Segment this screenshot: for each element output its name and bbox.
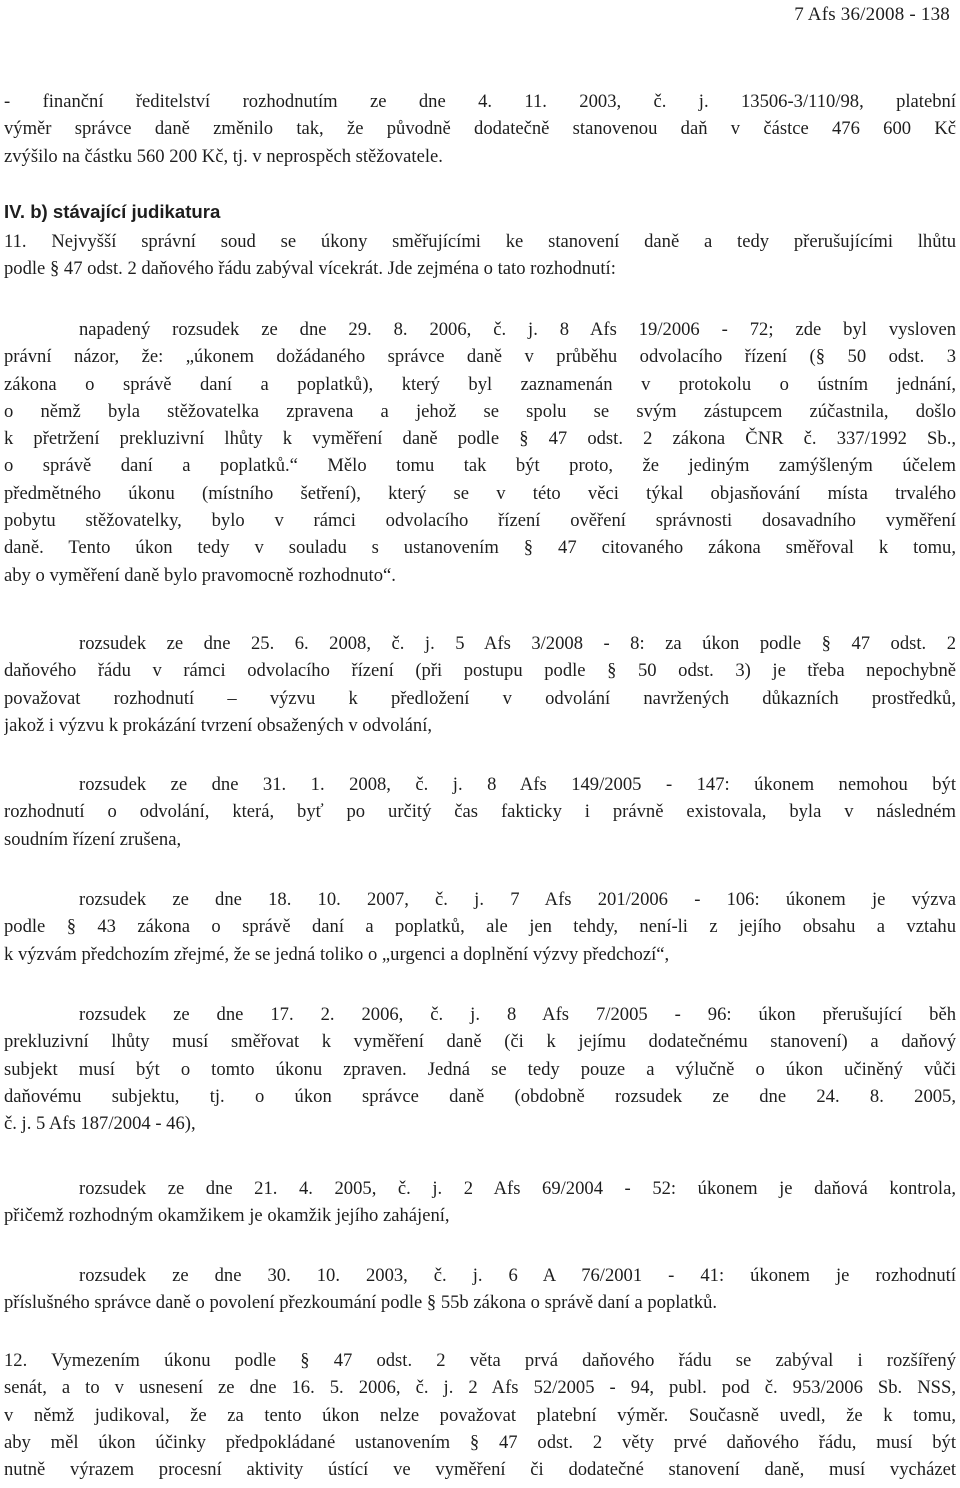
text-line: rozsudek ze dne 21. 4. 2005, č. j. 2 Afs 69/2004 - 52: úkonem je daňová kontrola, — [79, 1178, 956, 1199]
text-line: daně. Tento úkon tedy v souladu s ustanovením § 47 citovaného zákona směřoval k tomu, — [4, 537, 956, 559]
text-line: rozsudek ze dne 30. 10. 2003, č. j. 6 A 76/2001 - 41: úkonem je rozhodnutí — [79, 1265, 956, 1286]
decision-list-item — [4, 1001, 956, 1137]
paragraph-11 — [4, 228, 956, 283]
text-line: zvýšilo na částku 560 200 Kč, tj. v neprospěch stěžovatele. — [4, 145, 443, 167]
decision-list-item — [4, 1175, 956, 1230]
decision-list-item — [4, 630, 956, 739]
text-line: - finanční ředitelství rozhodnutím ze dne 4. 11. 2003, č. j. 13506-3/110/98, platební — [4, 91, 956, 112]
text-line: daňovému subjektu, tj. o úkon správce daně (obdobně rozsudek ze dne 24. 8. 2005, — [4, 1085, 956, 1107]
text-line: v němž judikoval, že za tento úkon nelze považovat platební výměr. Současně uvedl, že k tomu, — [4, 1404, 956, 1426]
text-line: právní názor, že: „úkonem dožádaného správce daně v průběhu odvolacího řízení (§ 50 odst. 3 — [4, 346, 956, 368]
text-line: napadený rozsudek ze dne 29. 8. 2006, č. j. 8 Afs 19/2006 - 72; zde byl vysloven — [79, 319, 956, 340]
text-line: podle § 43 zákona o správě daní a poplatků, ale jen tehdy, není-li z jejího obsahu a vztahu — [4, 916, 956, 938]
text-line: k výzvám předchozím zřejmé, že se jedná toliko o „urgenci a doplnění výzvy předchozí“, — [4, 943, 670, 965]
text-line: podle § 47 odst. 2 daňového řádu zabýval vícekrát. Jde zejména o tato rozhodnutí: — [4, 258, 616, 280]
text-line: rozsudek ze dne 31. 1. 2008, č. j. 8 Afs 149/2005 - 147: úkonem nemohou být — [79, 774, 956, 795]
text-line: předmětného úkonu (místního šetření), který se v této věci týkal objasňování místa trvalého — [4, 482, 956, 504]
text-line: příslušného správce daně o povolení přezkoumání podle § 55b zákona o správě daní a poplatků. — [4, 1292, 718, 1314]
text-line: aby měl úkon účinky předpokládané ustanovením § 47 odst. 2 věty prvé daňového řádu, musí být — [4, 1431, 956, 1453]
text-line: rozsudek ze dne 18. 10. 2007, č. j. 7 Afs 201/2006 - 106: úkonem je výzva — [79, 889, 956, 910]
text-line: senát, a to v usnesení ze dne 16. 5. 2006, č. j. 2 Afs 52/2005 - 94, publ. pod č. 953/2006 Sb. NSS, — [4, 1377, 956, 1399]
text-line: subjekt musí být o tomto úkonu zpraven. Jedná se tedy pouze a výlučně o úkon učiněný vůči — [4, 1058, 956, 1080]
paragraph-12 — [4, 1347, 956, 1483]
text-line: nutně výrazem procesní aktivity ústící ve vyměření či dodatečné stanovení daně, musí vycházet — [4, 1459, 956, 1481]
decision-list-item — [4, 1262, 956, 1317]
text-line: č. j. 5 Afs 187/2004 - 46), — [4, 1113, 196, 1135]
text-line: zákona o správě daní a poplatků), který byl zaznamenán v protokolu o ústním jednání, — [4, 373, 956, 395]
text-line: přičemž rozhodným okamžikem je okamžik jejího zahájení, — [4, 1205, 450, 1227]
text-line: o němž byla stěžovatelka zpravena a jehož se spolu se svým zástupcem zúčastnila, došlo — [4, 400, 956, 422]
decision-list-item — [4, 316, 956, 589]
text-line: k přetržení prekluzivní lhůty k vyměření daně podle § 47 odst. 2 zákona ČNR č. 337/1992 Sb., — [4, 428, 956, 450]
text-line: aby o vyměření daně bylo pravomocně rozhodnuto“. — [4, 564, 396, 586]
section-heading: IV. b) stávající judikatura — [4, 201, 221, 222]
text-line: 11. Nejvyšší správní soud se úkony směřujícími ke stanovení daně a tedy přerušujícími lhůtu — [4, 231, 956, 252]
text-line: rozsudek ze dne 17. 2. 2006, č. j. 8 Afs 7/2005 - 96: úkon přerušující běh — [79, 1004, 956, 1025]
text-line: 12. Vymezením úkonu podle § 47 odst. 2 věta prvá daňového řádu se zabýval i rozšířený — [4, 1350, 956, 1371]
text-line: rozhodnutí o odvolání, která, byť po určitý čas fakticky i právně existovala, byla v následném — [4, 801, 956, 823]
text-line: výměr správce daně změnilo tak, že původně dodatečně stanovenou daň v částce 476 600 Kč — [4, 118, 956, 140]
text-line: prekluzivní lhůty musí směřovat k vyměření daně (či k jejímu dodatečnému stanovení) a daňový — [4, 1031, 956, 1053]
decision-list-item — [4, 886, 956, 968]
text-line: daňového řádu v rámci odvolacího řízení (při postupu podle § 50 odst. 3) je třeba nepochybně — [4, 660, 956, 682]
text-line: jakož i výzvu k prokázání tvrzení obsažených v odvolání, — [4, 714, 433, 736]
page-header-reference: 7 Afs 36/2008 - 138 — [794, 4, 950, 25]
text-line: pobytu stěžovatelky, bylo v rámci odvolacího řízení ověření správnosti dosavadního vyměření — [4, 510, 956, 532]
intro-list-item — [4, 88, 956, 170]
decision-list-item — [4, 771, 956, 853]
text-line: o správě daní a poplatků.“ Mělo tomu tak být proto, že jediným zamýšleným účelem — [4, 455, 956, 477]
text-line: považovat rozhodnutí – výzvu k předložení v odvolání navržených důkazních prostředků, — [4, 687, 956, 709]
text-line: soudním řízení zrušena, — [4, 828, 182, 850]
text-line: rozsudek ze dne 25. 6. 2008, č. j. 5 Afs 3/2008 - 8: za úkon podle § 47 odst. 2 — [79, 633, 956, 654]
